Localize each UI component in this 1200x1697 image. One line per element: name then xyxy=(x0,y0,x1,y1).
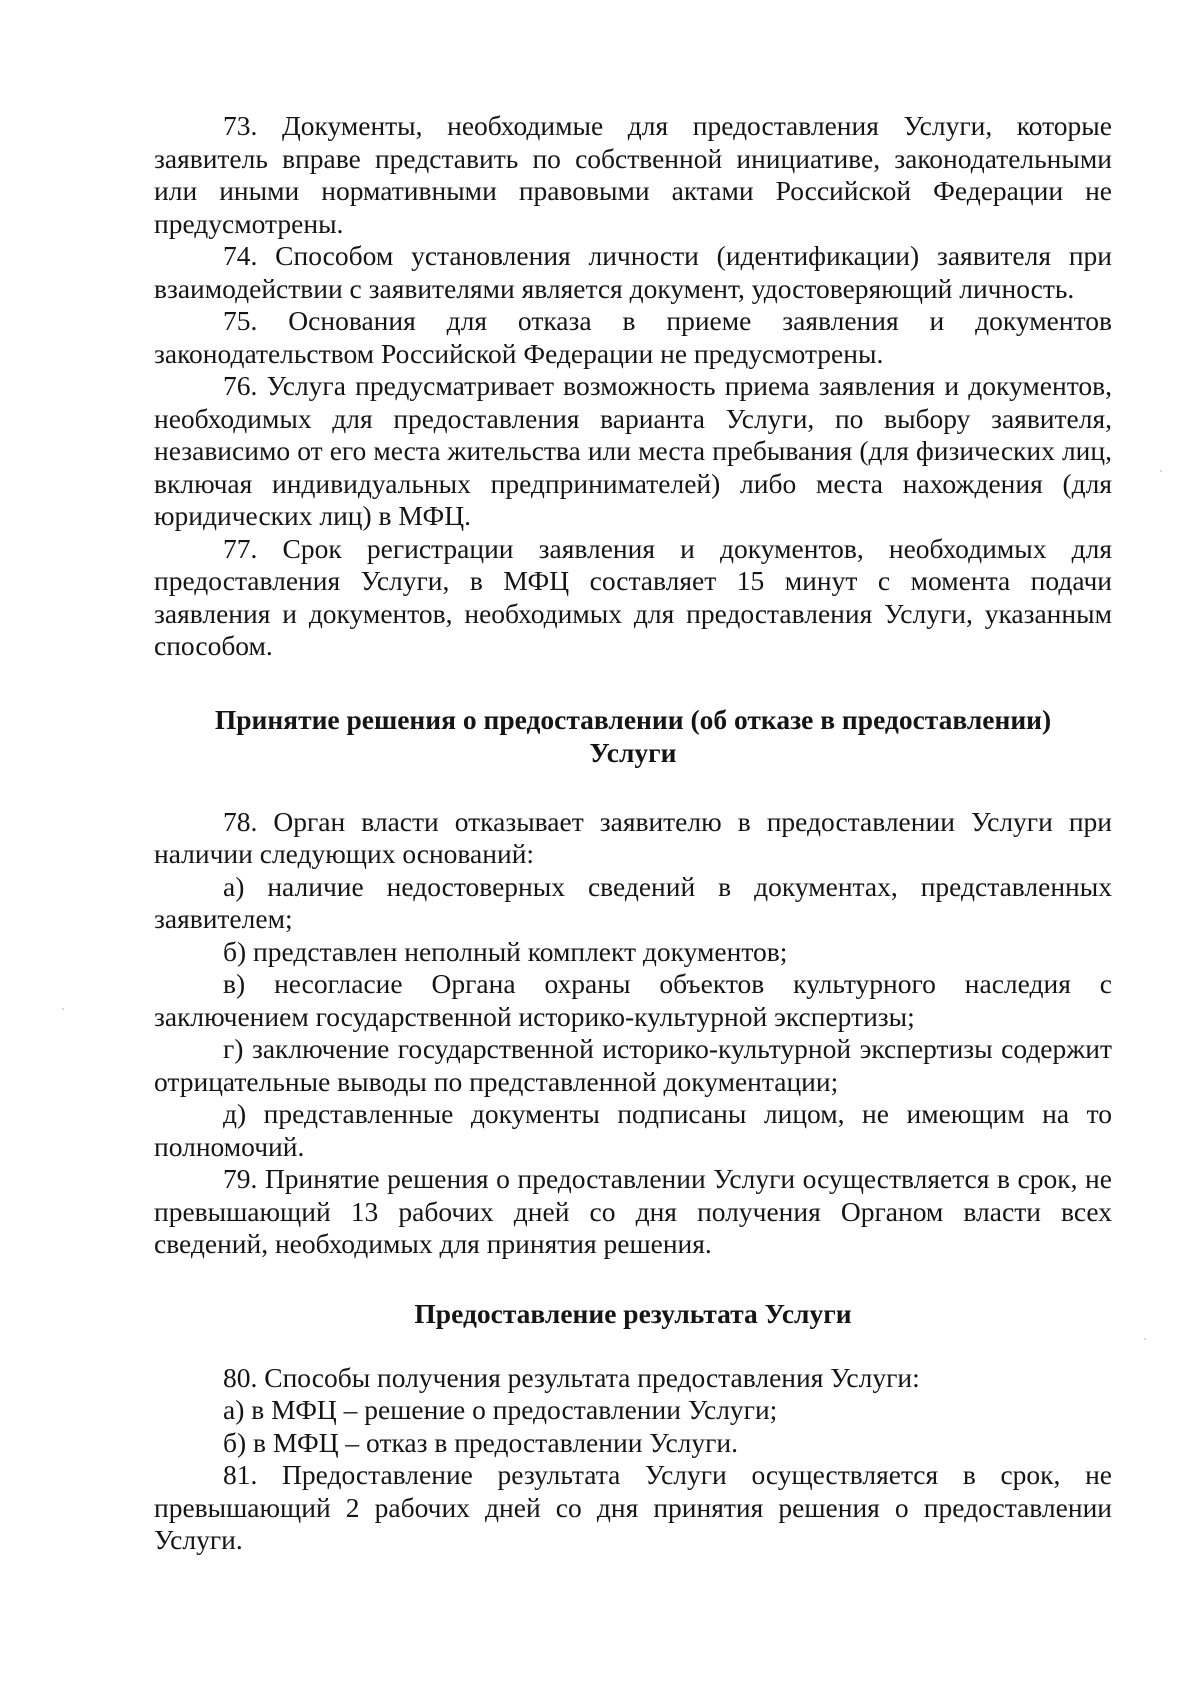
scan-speck xyxy=(1144,1338,1146,1340)
paragraph-78: 78. Орган власти отказывает заявителю в предоставлении Услуги при наличии следующих оснований: xyxy=(154,805,1112,869)
paragraph-81: 81. Предоставление результата Услуги осуществляется в срок, не превышающий 2 рабочих дней со дня принятия решения о предоставлении Услуги. xyxy=(154,1459,1112,1555)
paragraph-77: 77. Срок регистрации заявления и документов, необходимых для предоставления Услуги, в МФЦ составляет 15 минут с момента подачи заявления и документов, необходимых для предоставления Услуги, указанным способом. xyxy=(154,532,1112,661)
list-item-b: б) представлен неполный комплект документов; xyxy=(223,935,788,967)
heading-decision xyxy=(154,703,1112,769)
paragraph-74: 74. Способом установления личности (идентификации) заявителя при взаимодействии с заявителями является документ, удостоверяющий личность. xyxy=(154,240,1112,304)
list-item-v: в) несогласие Органа охраны объектов культурного наследия с заключением государственной историко-культурной экспертизы; xyxy=(154,968,1112,1032)
paragraph-73: 73. Документы, необходимые для предоставления Услуги, которые заявитель вправе представить по собственной инициативе, законодательными или иными нормативными правовыми актами Российской Федерации не предусмотрены. xyxy=(154,110,1112,239)
list-item-result-a: а) в МФЦ – решение о предоставлении Услуги; xyxy=(223,1394,778,1425)
list-item-d: д) представленные документы подписаны лицом, не имеющим на то полномочий. xyxy=(154,1098,1112,1162)
section-decision xyxy=(154,806,1112,1261)
heading-decision-line2: Услуги xyxy=(589,736,677,768)
list-item-g: г) заключение государственной историко-культурной экспертизы содержит отрицательные выводы по представленной документации; xyxy=(154,1033,1112,1097)
scan-speck xyxy=(62,1008,64,1010)
section-result xyxy=(154,1362,1112,1557)
paragraph-76: 76. Услуга предусматривает возможность приема заявления и документов, необходимых для предоставления варианта Услуги, по выбору заявителя, независимо от его места жительства или места пребывания (для физических лиц, включая индивидуальных предпринимателей) либо места нахождения (для юридических лиц) в МФЦ. xyxy=(154,370,1112,531)
paragraph-79: 79. Принятие решения о предоставлении Услуги осуществляется в срок, не превышающий 13 рабочих дней со дня получения Органом власти всех сведений, необходимых для принятия решения. xyxy=(154,1163,1112,1259)
heading-result: Предоставление результата Услуги xyxy=(414,1297,852,1329)
section-documents xyxy=(154,110,1112,663)
paragraph-80: 80. Способы получения результата предоставления Услуги: xyxy=(223,1361,920,1393)
list-item-a: а) наличие недостоверных сведений в документах, представленных заявителем; xyxy=(154,870,1112,934)
scan-speck xyxy=(1160,470,1162,472)
paragraph-75: 75. Основания для отказа в приеме заявления и документов законодательством Российской Федерации не предусмотрены. xyxy=(154,305,1112,369)
heading-decision-line1: Принятие решения о предоставлении (об отказе в предоставлении) xyxy=(214,703,1052,735)
list-item-result-b: б) в МФЦ – отказ в предоставлении Услуги. xyxy=(223,1426,739,1458)
